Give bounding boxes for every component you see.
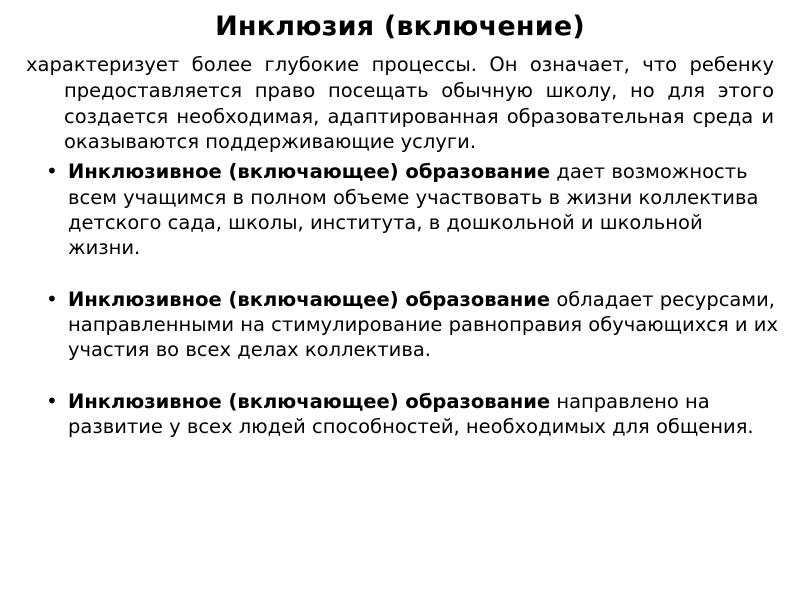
page-title: Инклюзия (включение) bbox=[215, 11, 585, 42]
list-item-text: направлено на развитие у всех людей способностей, необходимых для общения. bbox=[68, 389, 754, 439]
bullet-list bbox=[22, 159, 778, 439]
list-item-lead: Инклюзивное (включающее) образование bbox=[68, 389, 551, 413]
list-item bbox=[42, 159, 778, 260]
intro-paragraph: характеризует более глубокие процессы. Он означает, что ребенку предоставляется право посещать обычную школу, но для этого создается необходимая, адаптированная образовательная среда и оказываются поддерживающие услуги. bbox=[26, 52, 774, 154]
list-item-lead: Инклюзивное (включающее) образование bbox=[68, 287, 551, 311]
list-item bbox=[42, 287, 778, 363]
list-item-text: обладает ресурсами, направленными на стимулирование равноправия обучающихся и их участия во всех делах коллектива. bbox=[68, 287, 778, 362]
list-item-text: дает возможность всем учащимся в полном объеме участвовать в жизни коллектива детского сада, школы, института, в дошкольной и школьной жизни. bbox=[68, 160, 759, 260]
list-item-lead: Инклюзивное (включающее) образование bbox=[68, 160, 551, 184]
list-item bbox=[42, 389, 778, 440]
